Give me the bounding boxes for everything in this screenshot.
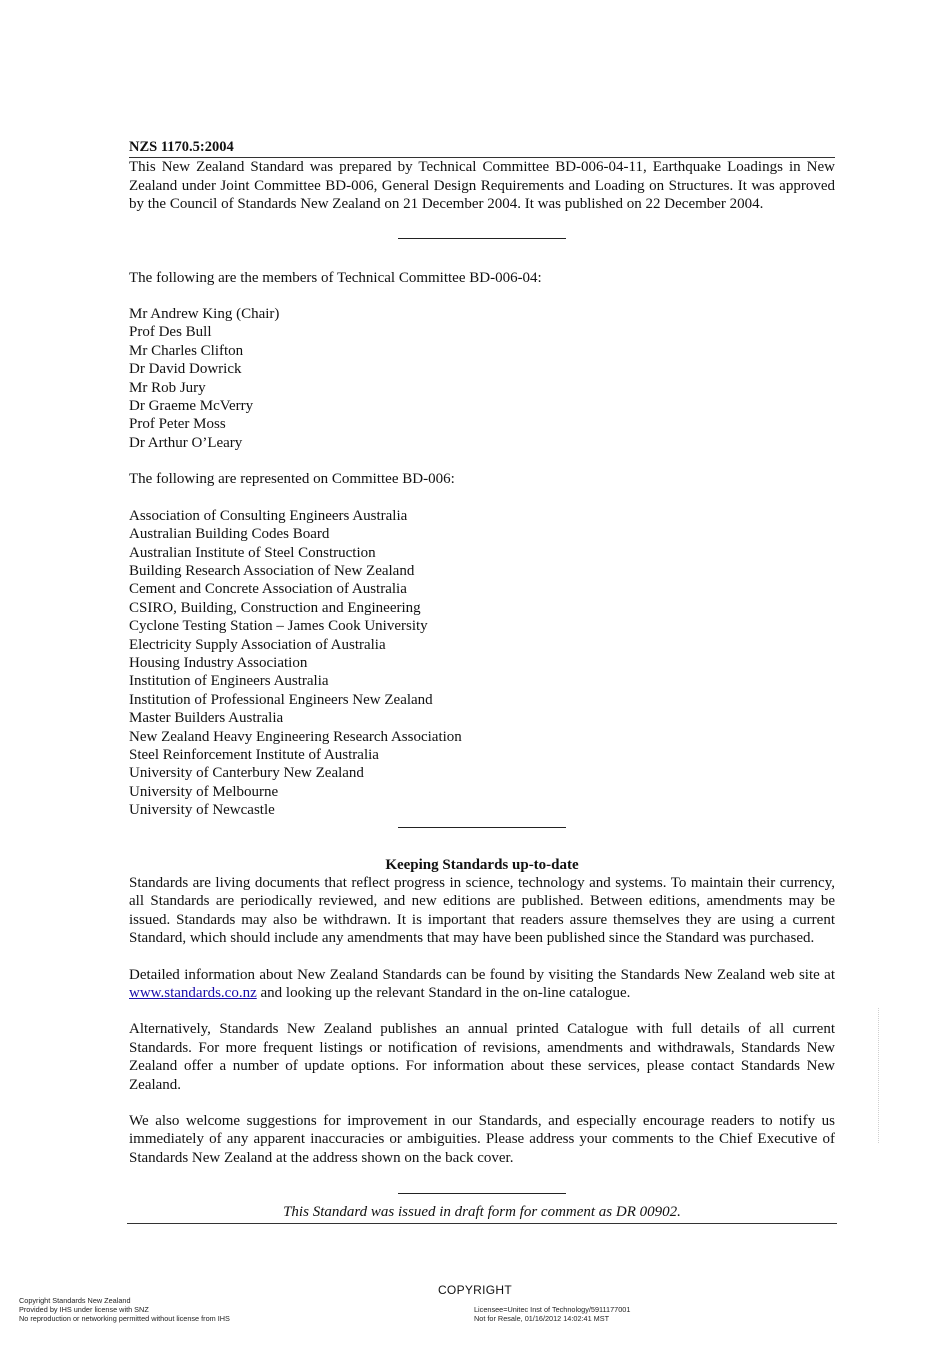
keeping-paragraph-2 <box>129 966 835 1003</box>
organisation-item: University of Melbourne <box>129 783 279 800</box>
organisation-item: Steel Reinforcement Institute of Australia <box>129 746 379 763</box>
represented-heading: The following are represented on Committee BD-006: <box>129 471 455 488</box>
keeping-paragraph-1: Standards are living documents that reflect progress in science, technology and systems. To maintain their currency, all Standards are periodically reviewed, and new editions are published. Between editions, amendments may be issued. Standards may also be withdrawn. It is important that readers assure themselves they are using a current Standard, which should include any amendments that may have been published since the Standard was purchased. <box>129 875 835 947</box>
organisation-item: Institution of Professional Engineers New Zealand <box>129 691 433 708</box>
organisation-item: Australian Institute of Steel Construction <box>129 544 376 561</box>
footer-line: No reproduction or networking permitted without license from IHS <box>19 1314 230 1324</box>
organisation-item: Electricity Supply Association of Australia <box>129 636 386 653</box>
organisation-item: CSIRO, Building, Construction and Engineering <box>129 599 421 616</box>
paragraph-text: Detailed information about New Zealand Standards can be found by visiting the Standards New Zealand web site at <box>129 966 835 983</box>
organisation-item: Institution of Engineers Australia <box>129 673 329 690</box>
member-item: Mr Andrew King (Chair) <box>129 306 280 323</box>
organisation-item: Building Research Association of New Zealand <box>129 562 415 579</box>
member-item: Dr Graeme McVerry <box>129 398 254 415</box>
organisation-item: New Zealand Heavy Engineering Research Association <box>129 728 462 745</box>
footer-license-left <box>19 1296 230 1324</box>
intro-paragraph: This New Zealand Standard was prepared by Technical Committee BD-006-04-11, Earthquake Loadings in New Zealand under Joint Committee BD-006, General Design Requirements and Loading on Structures. It was approved by the Council of Standards New Zealand on 21 December 2004. It was published on 22 December 2004. <box>129 159 835 213</box>
member-item: Mr Charles Clifton <box>129 342 244 359</box>
organisation-item: Association of Consulting Engineers Australia <box>129 507 408 524</box>
organisation-item: University of Canterbury New Zealand <box>129 765 364 782</box>
copyright-label: COPYRIGHT <box>437 1283 513 1297</box>
member-item: Mr Rob Jury <box>129 379 206 396</box>
member-item: Dr David Dowrick <box>129 361 242 378</box>
member-item: Dr Arthur O’Leary <box>129 434 243 451</box>
members-list <box>129 305 835 452</box>
organisation-item: University of Newcastle <box>129 802 275 819</box>
organisation-item: Master Builders Australia <box>129 710 284 727</box>
footer-line: Not for Resale, 01/16/2012 14:02:41 MST <box>474 1314 610 1324</box>
keeping-paragraph-4: We also welcome suggestions for improvement in our Standards, and especially encourage readers to notify us immediately of any apparent inaccuracies or ambiguities. Please address your comments to the Chief Executive of Standards New Zealand at the address shown on the back cover. <box>129 1113 835 1166</box>
organisation-item: Cement and Concrete Association of Australia <box>129 581 407 598</box>
organisation-item: Housing Industry Association <box>129 654 308 671</box>
footer-line: Licensee=Unitec Inst of Technology/5911177001 <box>474 1305 631 1314</box>
members-heading: The following are the members of Technical Committee BD-006-04: <box>129 269 542 286</box>
draft-note: This Standard was issued in draft form for comment as DR 00902. <box>127 1203 837 1223</box>
paragraph-text: and looking up the relevant Standard in the on-line catalogue. <box>256 985 631 1002</box>
footer-line: Provided by IHS under license with SNZ <box>19 1305 149 1315</box>
standards-website-link[interactable]: www.standards.co.nz <box>129 985 257 1002</box>
member-item: Prof Des Bull <box>129 324 212 341</box>
section-title: Keeping Standards up-to-date <box>385 856 579 873</box>
organisation-item: Australian Building Codes Board <box>129 526 330 543</box>
document-id: NZS 1170.5:2004 <box>129 138 835 158</box>
margin-watermark <box>878 1008 885 1143</box>
member-item: Prof Peter Moss <box>129 416 226 433</box>
organisation-item: Cyclone Testing Station – James Cook University <box>129 618 428 635</box>
footer-line: Copyright Standards New Zealand <box>19 1296 131 1305</box>
document-page <box>129 138 835 1224</box>
represented-list <box>129 507 835 820</box>
footer-license-right <box>474 1305 630 1323</box>
keeping-paragraph-3: Alternatively, Standards New Zealand publishes an annual printed Catalogue with full details of all current Standards. For more frequent listings or notification of revisions, amendments and withdrawals, Standards New Zealand offer a number of update options. For information about these services, please contact Standards New Zealand. <box>129 1021 835 1093</box>
